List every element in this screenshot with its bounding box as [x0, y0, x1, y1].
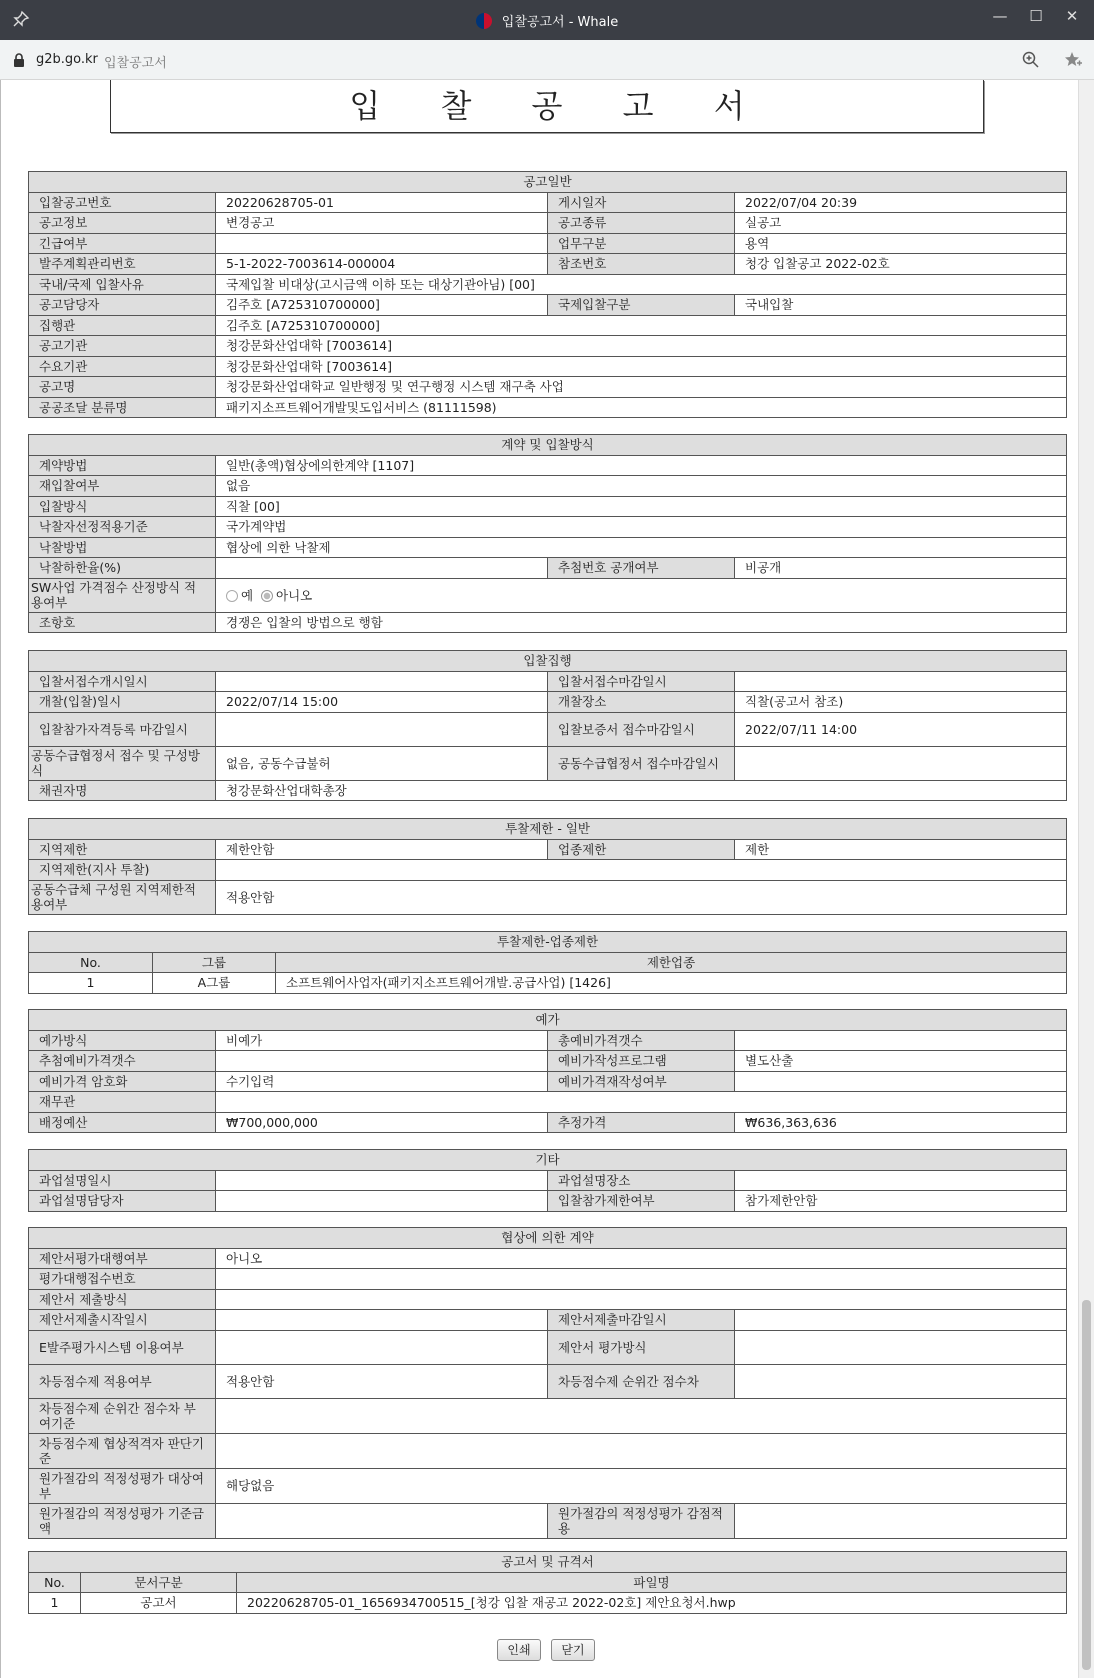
label: 추첨번호 공개여부: [548, 558, 735, 579]
label: 발주계획관리번호: [29, 254, 216, 275]
section-negotiation: [28, 1227, 1066, 1539]
value: 경쟁은 입찰의 방법으로 행함: [216, 612, 1067, 633]
label: 공동수급체 구성원 지역제한적용여부: [29, 880, 216, 914]
label: 배정예산: [29, 1112, 216, 1133]
value: [216, 1289, 1067, 1310]
label: 집행관: [29, 315, 216, 336]
value: 제한안함: [216, 839, 548, 860]
label: 추정가격: [548, 1112, 735, 1133]
value: 협상에 의한 낙찰제: [216, 537, 1067, 558]
value: [216, 712, 548, 746]
radio-yes-label: 예: [241, 587, 254, 603]
value: 없음, 공동수급불허: [216, 746, 548, 780]
label: 계약방법: [29, 455, 216, 476]
label: 추첨예비가격갯수: [29, 1051, 216, 1072]
label: SW사업 가격점수 산정방식 적용여부: [29, 578, 216, 612]
value: [216, 860, 1067, 881]
value: ₩636,363,636: [735, 1112, 1067, 1133]
value: [735, 1030, 1067, 1051]
label: 재입찰여부: [29, 476, 216, 497]
value: 청강문화산업대학총장: [216, 780, 1067, 801]
label: 공고담당자: [29, 295, 216, 316]
value: [735, 1170, 1067, 1191]
label: 재무관: [29, 1092, 216, 1113]
cell-group: A그룹: [153, 973, 276, 994]
lock-icon: [13, 53, 25, 67]
radio-yes[interactable]: [226, 590, 238, 602]
label: 제안서제출시작일시: [29, 1310, 216, 1331]
label: 제안서 제출방식: [29, 1289, 216, 1310]
label: 원가절감의 적정성평가 대상여부: [29, 1468, 216, 1503]
label: 공동수급협정서 접수 및 구성방식: [29, 746, 216, 780]
label: 예비가작성프로그램: [548, 1051, 735, 1072]
value: 실공고: [735, 213, 1067, 234]
label: 공고종류: [548, 213, 735, 234]
value: 변경공고: [216, 213, 548, 234]
value: 적용안함: [216, 1364, 548, 1398]
scrollbar-thumb[interactable]: [1082, 1300, 1091, 1670]
label: 총예비가격갯수: [548, 1030, 735, 1051]
label: 입찰공고번호: [29, 192, 216, 213]
close-window-icon[interactable]: ✕: [1065, 7, 1079, 25]
value: [735, 1364, 1067, 1398]
value: [216, 1503, 548, 1538]
section-title: 공고서 및 규격서: [29, 1552, 1067, 1573]
label: 조항호: [29, 612, 216, 633]
label: 낙찰방법: [29, 537, 216, 558]
label: 과업설명담당자: [29, 1191, 216, 1212]
value: [735, 1071, 1067, 1092]
label: 업종제한: [548, 839, 735, 860]
label: 과업설명일시: [29, 1170, 216, 1191]
label: 차등점수제 순위간 점수차: [548, 1364, 735, 1398]
section-bid-restriction: [28, 818, 1066, 915]
label: 개찰(입찰)일시: [29, 692, 216, 713]
radio-no[interactable]: [261, 590, 273, 602]
vertical-scrollbar[interactable]: [1078, 80, 1094, 1678]
close-button[interactable]: 닫기: [551, 1639, 595, 1661]
value: 2022/07/11 14:00: [735, 712, 1067, 746]
value: [735, 671, 1067, 692]
col-header-doc-type: 문서구분: [81, 1572, 237, 1593]
label: 참조번호: [548, 254, 735, 275]
value: 김주호 [A725310700000]: [216, 295, 548, 316]
label: 예가방식: [29, 1030, 216, 1051]
value: ₩700,000,000: [216, 1112, 548, 1133]
value: [216, 1310, 548, 1331]
label: 공고기관: [29, 336, 216, 357]
value: 2022/07/14 15:00: [216, 692, 548, 713]
value: [216, 1170, 548, 1191]
value: 청강문화산업대학 [7003614]: [216, 356, 1067, 377]
maximize-icon[interactable]: ☐: [1029, 7, 1043, 25]
section-etc: [28, 1149, 1066, 1212]
section-title: 입찰집행: [29, 651, 1067, 672]
print-button[interactable]: 인쇄: [497, 1639, 541, 1661]
col-header-file: 파일명: [237, 1572, 1067, 1593]
label: 게시일자: [548, 192, 735, 213]
sw-price-radio-group: [216, 578, 1067, 612]
label: 차등점수제 순위간 점수차 부여기준: [29, 1398, 216, 1433]
section-industry-restriction: [28, 931, 1066, 994]
value: 별도산출: [735, 1051, 1067, 1072]
value: [735, 1330, 1067, 1364]
minimize-icon[interactable]: —: [992, 7, 1008, 25]
window-titlebar: [0, 0, 1094, 40]
section-title: 공고일반: [29, 172, 1067, 193]
label: 국제입찰구분: [548, 295, 735, 316]
label: 지역제한(지사 투찰): [29, 860, 216, 881]
label: 업무구분: [548, 233, 735, 254]
label: 입찰서접수마감일시: [548, 671, 735, 692]
label: 개찰장소: [548, 692, 735, 713]
value: [735, 1503, 1067, 1538]
label: 공고정보: [29, 213, 216, 234]
value: [216, 233, 548, 254]
label: 낙찰하한율(%): [29, 558, 216, 579]
value: 직찰 [00]: [216, 496, 1067, 517]
value: 아니오: [216, 1248, 1067, 1269]
value: 국가계약법: [216, 517, 1067, 538]
label: 국내/국제 입찰사유: [29, 274, 216, 295]
label: 평가대행접수번호: [29, 1269, 216, 1290]
col-header-no: No.: [29, 1572, 81, 1593]
table-row: [29, 973, 1067, 994]
value: 청강문화산업대학 [7003614]: [216, 336, 1067, 357]
zoom-icon[interactable]: [1021, 50, 1041, 70]
label: 입찰보증서 접수마감일시: [548, 712, 735, 746]
cell-industry: 소프트웨어사업자(패키지소프트웨어개발.공급사업) [1426]: [276, 973, 1067, 994]
label: 제안서 평가방식: [548, 1330, 735, 1364]
label: 입찰방식: [29, 496, 216, 517]
value: 청강문화산업대학교 일반행정 및 연구행정 시스템 재구축 사업: [216, 377, 1067, 398]
label: 입찰서접수개시일시: [29, 671, 216, 692]
label: 긴급여부: [29, 233, 216, 254]
value: [216, 1398, 1067, 1433]
label: 지역제한: [29, 839, 216, 860]
value: [216, 1269, 1067, 1290]
section-general: [28, 171, 1066, 418]
section-attachments: [28, 1551, 1066, 1614]
section-title: 투찰제한-업종제한: [29, 932, 1067, 953]
value: [216, 1330, 548, 1364]
label: 낙찰자선정적용기준: [29, 517, 216, 538]
label: 예비가격재작성여부: [548, 1071, 735, 1092]
label: 원가절감의 적정성평가 기준금액: [29, 1503, 216, 1538]
value: [216, 558, 548, 579]
value: 국제입찰 비대상(고시금액 이하 또는 대상기관아님) [00]: [216, 274, 1067, 295]
label: 공고명: [29, 377, 216, 398]
label: 제안서제출마감일시: [548, 1310, 735, 1331]
attachment-file-link[interactable]: 20220628705-01_1656934700515_[청강 입찰 재공고 2022-02호] 제안요청서.hwp: [237, 1593, 1067, 1614]
radio-no-label: 아니오: [276, 587, 313, 603]
address-bar[interactable]: [0, 40, 1094, 80]
value: 적용안함: [216, 880, 1067, 914]
value: 청강 입찰공고 2022-02호: [735, 254, 1067, 275]
value: [216, 671, 548, 692]
label: 원가절감의 적정성평가 감점적용: [548, 1503, 735, 1538]
cell-doc-type: 공고서: [81, 1593, 237, 1614]
bookmark-star-icon[interactable]: [1063, 50, 1083, 70]
value: 20220628705-01: [216, 192, 548, 213]
label: 채권자명: [29, 780, 216, 801]
value: 해당없음: [216, 1468, 1067, 1503]
label: 공공조달 분류명: [29, 397, 216, 418]
document-title: 입 찰 공 고 서: [110, 80, 984, 133]
value: 국내입찰: [735, 295, 1067, 316]
cell-no: 1: [29, 1593, 81, 1614]
value: 비공개: [735, 558, 1067, 579]
section-title: 기타: [29, 1150, 1067, 1171]
section-title: 예가: [29, 1010, 1067, 1031]
label: 차등점수제 협상적격자 판단기준: [29, 1433, 216, 1468]
value: [735, 746, 1067, 780]
value: 제한: [735, 839, 1067, 860]
section-estimated-price: [28, 1009, 1066, 1133]
value: [216, 1433, 1067, 1468]
value: 없음: [216, 476, 1067, 497]
label: E발주평가시스템 이용여부: [29, 1330, 216, 1364]
value: 김주호 [A725310700000]: [216, 315, 1067, 336]
value: [216, 1191, 548, 1212]
section-title: 투찰제한 - 일반: [29, 819, 1067, 840]
value: 2022/07/04 20:39: [735, 192, 1067, 213]
address-domain: g2b.go.kr: [36, 52, 98, 67]
value: [216, 1051, 548, 1072]
col-header-group: 그룹: [153, 952, 276, 973]
value: 용역: [735, 233, 1067, 254]
section-contract: [28, 434, 1066, 633]
value: 직찰(공고서 참조): [735, 692, 1067, 713]
label: 입찰참가제한여부: [548, 1191, 735, 1212]
window-title: 입찰공고서 - Whale: [501, 15, 619, 30]
label: 입찰참가자격등록 마감일시: [29, 712, 216, 746]
whale-logo-icon: [476, 13, 492, 29]
value: 비예가: [216, 1030, 548, 1051]
value: 수기입력: [216, 1071, 548, 1092]
label: 차등점수제 적용여부: [29, 1364, 216, 1398]
label: 예비가격 암호화: [29, 1071, 216, 1092]
value: [216, 1092, 1067, 1113]
label: 공동수급협정서 접수마감일시: [548, 746, 735, 780]
value: 패키지소프트웨어개발및도입서비스 (81111598): [216, 397, 1067, 418]
section-execution: [28, 650, 1066, 801]
label: 수요기관: [29, 356, 216, 377]
label: 과업설명장소: [548, 1170, 735, 1191]
value: [735, 1310, 1067, 1331]
section-title: 계약 및 입찰방식: [29, 435, 1067, 456]
value: 5-1-2022-7003614-000004: [216, 254, 548, 275]
cell-no: 1: [29, 973, 153, 994]
col-header-no: No.: [29, 952, 153, 973]
section-title: 협상에 의한 계약: [29, 1228, 1067, 1249]
col-header-industry: 제한업종: [276, 952, 1067, 973]
address-page-title: 입찰공고서: [104, 56, 167, 71]
label: 제안서평가대행여부: [29, 1248, 216, 1269]
value: 참가제한안함: [735, 1191, 1067, 1212]
value: 일반(총액)협상에의한계약 [1107]: [216, 455, 1067, 476]
table-row: [29, 1593, 1067, 1614]
